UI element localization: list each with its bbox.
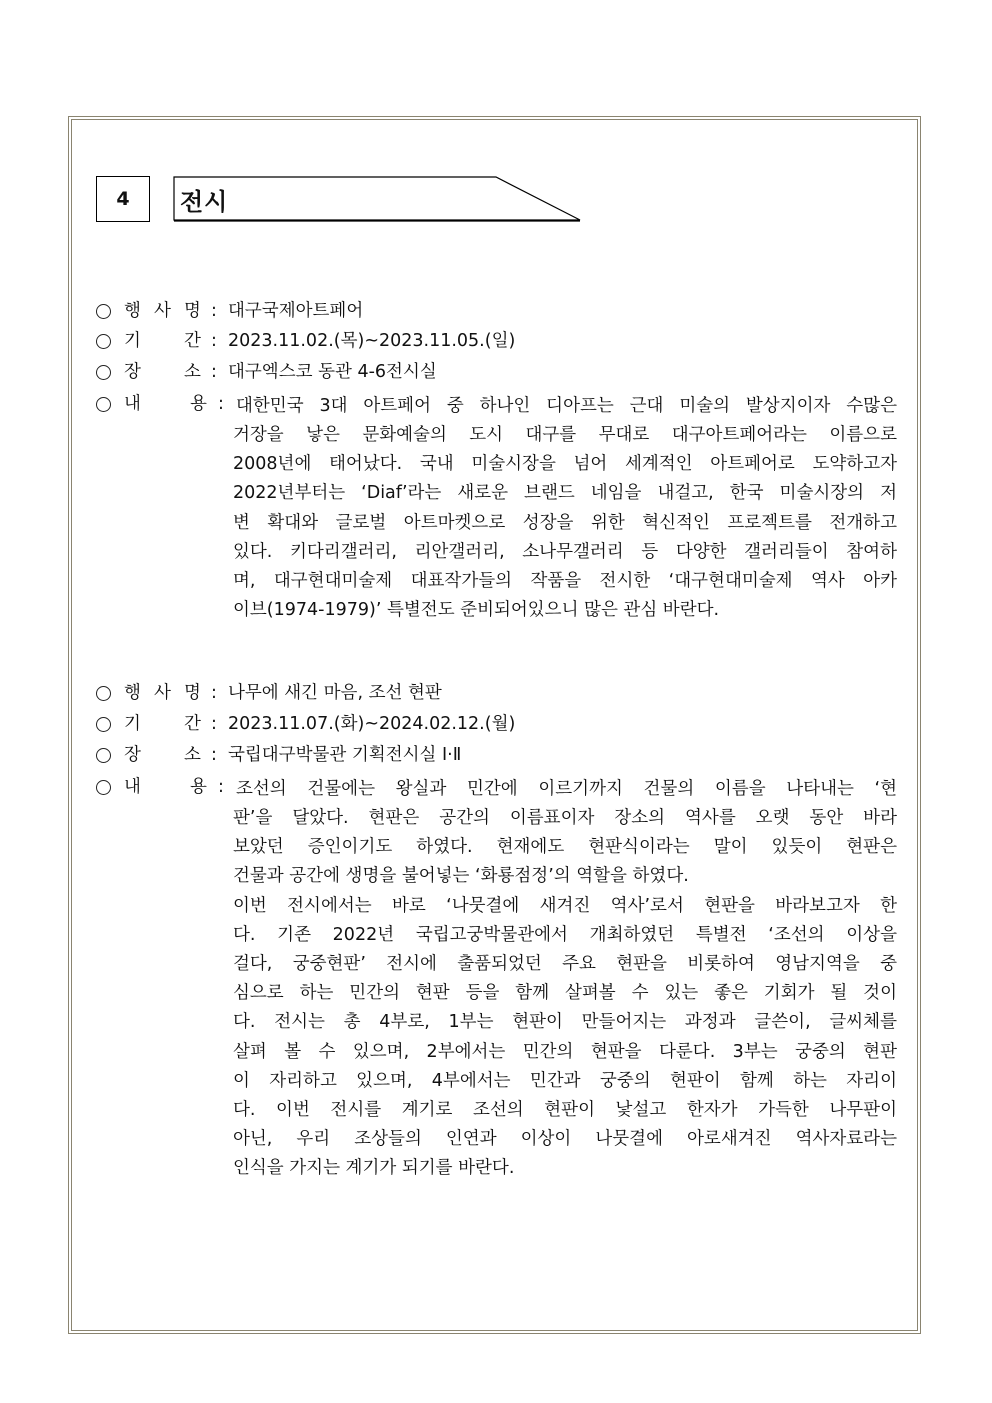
event-name: 나무에 새긴 마음, 조선 현판 [228, 683, 442, 703]
event-content-cont [233, 421, 897, 625]
colon: : [211, 331, 217, 351]
event-place: 대구엑스코 동관 4-6전시실 [228, 362, 437, 382]
colon: : [211, 301, 217, 321]
content-line: 이 자리하고 있으며, 4부에서는 민간과 궁중의 현판이 함께 하는 자리이 [233, 1070, 897, 1091]
section-number: 4 [116, 188, 130, 210]
colon: : [211, 683, 217, 703]
section-title: 전시 [180, 188, 229, 216]
colon: : [211, 745, 217, 765]
content-line: 걸다, 궁중현판’ 전시에 출품되었던 주요 현판을 비롯하여 영남지역을 중 [233, 954, 897, 975]
event-content-cont [233, 804, 897, 1184]
colon: : [211, 362, 217, 382]
section-number-box [96, 176, 150, 222]
bullet-icon [96, 686, 111, 701]
content-line: 보았던 증인이기도 하였다. 현재에도 현판식이라는 말이 있듯이 현판은 [233, 837, 897, 858]
bullet-icon [96, 334, 111, 349]
label-period-1: 기 [124, 331, 141, 351]
bullet-icon [96, 780, 111, 795]
content-line: 이번 전시에서는 바로 ‘나뭇결에 새겨진 역사’로서 현판을 바라보고자 한 [233, 895, 897, 916]
event-content [236, 775, 897, 804]
content-line: 인식을 가지는 계기가 되기를 바란다. [233, 1158, 515, 1179]
event-place: 국립대구박물관 기획전시실 Ⅰ·Ⅱ [228, 745, 462, 765]
content-line: 심으로 하는 민간의 현판 등을 함께 살펴볼 수 있는 좋은 기회가 될 것이 [233, 983, 897, 1004]
event-content [236, 392, 897, 421]
content-line: 판’을 달았다. 현판은 공간의 이름표이자 장소의 역사를 오랫 동안 바라 [233, 808, 897, 828]
label-content-1: 내 [124, 394, 141, 414]
label-content-2: 용 [190, 777, 207, 797]
content-line: 조선의 건물에는 왕실과 민간에 이르기까지 건물의 이름을 나타내는 ‘현 [236, 779, 897, 799]
content-line: 아닌, 우리 조상들의 인연과 이상이 나뭇결에 아로새겨진 역사자료라는 [233, 1129, 897, 1150]
content-line: 다. 이번 전시를 계기로 조선의 현판이 낯설고 한자가 가득한 나무판이 [233, 1100, 897, 1121]
content-line: 있다. 키다리갤러리, 리안갤러리, 소나무갤러리 등 다양한 갤러리들이 참여하 [233, 541, 897, 562]
content-line: 2022년부터는 ‘Diaf’라는 새로운 브랜드 네임을 내걸고, 한국 미술시장의 저 [233, 483, 897, 504]
content-line: 대한민국 3대 아트페어 중 하나인 디아프는 근대 미술의 발상지이자 수많은 [236, 396, 897, 416]
content-line: 2008년에 태어났다. 국내 미술시장을 넘어 세계적인 아트페어로 도약하고자 [233, 454, 897, 475]
event-period: 2023.11.02.(목)~2023.11.05.(일) [228, 331, 516, 351]
bullet-icon [96, 748, 111, 763]
colon: : [218, 777, 224, 797]
section-title-banner [170, 174, 584, 224]
label-place-1: 장 [124, 745, 141, 765]
label-name-3: 명 [184, 301, 201, 321]
label-name-1: 행 [124, 301, 141, 321]
label-period-2: 간 [184, 331, 201, 351]
label-content-2: 용 [190, 394, 207, 414]
label-content-1: 내 [124, 777, 141, 797]
event-name: 대구국제아트페어 [228, 301, 364, 321]
content-line: 건물과 공간에 생명을 불어넣는 ‘화룡점정’의 역할을 하였다. [233, 866, 689, 887]
bullet-icon [96, 397, 111, 412]
label-name-1: 행 [124, 683, 141, 703]
content-line: 다. 기존 2022년 국립고궁박물관에서 개최하였던 특별전 ‘조선의 이상을 [233, 924, 897, 945]
content-line: 며, 대구현대미술제 대표작가들의 작품을 전시한 ‘대구현대미술제 역사 아카 [233, 571, 897, 592]
colon: : [218, 394, 224, 414]
label-place-2: 소 [184, 745, 201, 765]
label-place-2: 소 [184, 362, 201, 382]
label-name-3: 명 [184, 683, 201, 703]
content-line: 거장을 낳은 문화예술의 도시 대구를 무대로 대구아트페어라는 이름으로 [233, 425, 897, 445]
label-place-1: 장 [124, 362, 141, 382]
label-name-2: 사 [154, 683, 171, 703]
label-period-1: 기 [124, 714, 141, 734]
event-period: 2023.11.07.(화)~2024.02.12.(월) [228, 714, 516, 734]
content-line: 이브(1974-1979)’ 특별전도 준비되어있으니 많은 관심 바란다. [233, 600, 720, 621]
bullet-icon [96, 717, 111, 732]
content-line: 변 확대와 글로벌 아트마켓으로 성장을 위한 혁신적인 프로젝트를 전개하고 [233, 512, 897, 533]
label-period-2: 간 [184, 714, 201, 734]
bullet-icon [96, 365, 111, 380]
colon: : [211, 714, 217, 734]
content-line: 살펴 볼 수 있으며, 2부에서는 민간의 현판을 다룬다. 3부는 궁중의 현판 [233, 1041, 897, 1062]
bullet-icon [96, 304, 111, 319]
content-line: 다. 전시는 총 4부로, 1부는 현판이 만들어지는 과정과 글쓴이, 글씨체를 [233, 1012, 897, 1033]
label-name-2: 사 [154, 301, 171, 321]
